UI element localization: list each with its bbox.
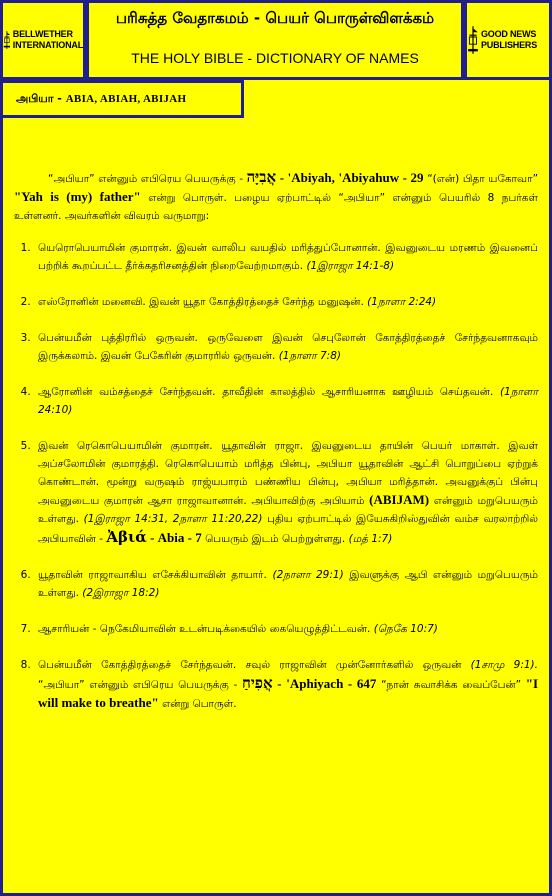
- page-header: [86, 0, 464, 80]
- scripture-ref: (2நாளா 29:1): [272, 569, 344, 581]
- header-title-tamil: பரிசுத்த வேதாகமம் - பெயர் பொருள்விளக்கம்: [115, 9, 435, 27]
- scripture-ref: (1சாமு 9:1).: [470, 659, 538, 671]
- list-item: 3. பென்யமீன் புத்திரரில் ஒருவன். ஒருவேளை இவன் செபுலோன் கோத்திரத்தைச் சேர்ந்தவனாகவும் இருக்கலாம். இவன் பேகேரின் குமாரரில் ஒருவன். (1நாளா 7:8): [34, 329, 538, 365]
- list-item: 4. ஆரோனின் வம்சத்தைச் சேர்ந்தவன். தாவீதின் காலத்தில் ஆசாரியனாக ஊழியம் செய்தவன். (1நாளா 24:10): [34, 383, 538, 419]
- list-item: 1. யெரொபெயாமின் குமாரன். இவன் வாலிப வயதில் மரித்துப்போனான். இவனுடைய மரணம் இவனைப் பற்றிக் கூறப்பட்ட தீர்க்கதரிசனத்தின் நிறைவேற்றமாகும். (1இராஜா 14:1-8): [34, 239, 538, 275]
- entry-latin-names: ABIA, ABIAH, ABIJAH: [65, 93, 187, 105]
- scripture-ref: (2இராஜா 18:2): [82, 587, 160, 599]
- list-item: 7. ஆசாரியன் - நெகேமியாவின் உடன்படிக்கையில் கையெழுத்திட்டவன். (நெகே 10:7): [34, 620, 538, 638]
- list-item: 2. எஸ்ரோனின் மனைவி. இவன் யூதா கோத்திரத்தைச் சேர்ந்த மனுஷன். (1நாளா 2:24): [34, 293, 538, 311]
- good-news-logo: [464, 0, 552, 80]
- list-item: 8. பென்யமீன் கோத்திரத்தைச் சேர்ந்தவன். சவுல் ராஜாவின் முன்னோர்களில் ஒருவன் (1சாமு 9:1). “அபியா” என்னும் எபிரெய பெயருக்கு - אֲפִיחַ - 'Aphiyach - 647 “நான் சுவாசிக்க வைப்பேன்” "I will make to breathe" என்று பொருள்.: [34, 656, 538, 713]
- greek-word: Ἀβιά: [106, 528, 147, 546]
- scripture-ref: (1நாளா 7:8): [278, 350, 341, 362]
- ship-mast-icon: [3, 15, 11, 65]
- scripture-ref: (1இராஜா 14:31, 2நாளா 11:20,22): [83, 513, 263, 525]
- scripture-ref: (மத் 1:7): [348, 533, 393, 545]
- transliteration: - 'Abiyah, 'Abiyahuw - 29: [279, 170, 424, 185]
- scripture-ref: (1நாளா 2:24): [367, 296, 437, 308]
- abijam-latin: (ABIJAM): [369, 492, 430, 507]
- entry-tamil-name: அபியா: [16, 92, 54, 105]
- entry-body: [14, 168, 538, 731]
- hebrew-word: אֲפִיחַ: [241, 674, 273, 692]
- meaning-english: "Yah is (my) father": [14, 189, 141, 204]
- list-item: 5. இவன் ரெகொபெயாமின் குமாரன். யூதாவின் ராஜா. இவனுடைய தாயின் பெயர் மாகாள். இவள் அப்சலோமின் குமாரத்தி. ரெகொபெயாம் மரித்த பின்பு, அபியா யூதாவின் ஆட்சி பொறுப்பை ஏற்றுக் கொண்டான். மூன்று வருஷம் ராஜ்யபாரம் பண்ணிய பின்பு, அபியா மரித்தான். அவனுக்குப் பின்பு அவனுடைய குமாரன் ஆசா ராஜாவானான். அபியாவிற்கு அபியாம் (ABIJAM) என்னும் மறுபெயரும் உள்ளது. (1இராஜா 14:31, 2நாளா 11:20,22) புதிய ஏற்பாட்டில் இயேசுகிறிஸ்துவின் வம்ச வரலாற்றில் அபியாவின் - Ἀβιά - Abia - 7 பெயரும் இடம் பெற்றுள்ளது. (மத் 1:7): [34, 437, 538, 548]
- ship-mast-icon: [467, 15, 479, 65]
- scripture-ref: (1இராஜா 14:1-8): [306, 260, 395, 272]
- right-logo-text: GOOD NEWS PUBLISHERS: [480, 29, 537, 50]
- entry-heading: அபியா - ABIA, ABIAH, ABIJAH: [0, 80, 244, 118]
- header-title-english: THE HOLY BIBLE - DICTIONARY OF NAMES: [131, 50, 419, 66]
- bellwether-logo: [0, 0, 86, 80]
- transliteration: - Abia - 7: [150, 530, 202, 545]
- transliteration: - 'Aphiyach - 647: [277, 676, 377, 691]
- meaning-english: "I will make to breathe": [38, 676, 539, 710]
- scripture-ref: (1நாளா 24:10): [38, 386, 538, 416]
- intro-paragraph: “அபியா” என்னும் எபிரெய பெயருக்கு - אֲבִיָּה - 'Abiyah, 'Abiyahuw - 29 “(என்) பிதா யகோவா” "Yah is (my) father" என்று பொருள். பழைய ஏற்பாட்டில் “அபியா” என்னும் பெயரில் 8 நபர்கள் உள்ளனர். அவர்களின் விவரம் வருமாறு:: [14, 168, 539, 222]
- person-list: [14, 239, 538, 713]
- hebrew-word: אֲבִיָּה: [246, 168, 277, 186]
- scripture-ref: (நெகே 10:7): [373, 623, 438, 635]
- left-logo-text: BELLWETHER INTERNATIONAL: [12, 29, 84, 50]
- list-item: 6. யூதாவின் ராஜாவாகிய எசேக்கியாவின் தாயார். (2நாளா 29:1) இவளுக்கு ஆபி என்னும் மறுபெயரும் உள்ளது. (2இராஜா 18:2): [34, 566, 538, 602]
